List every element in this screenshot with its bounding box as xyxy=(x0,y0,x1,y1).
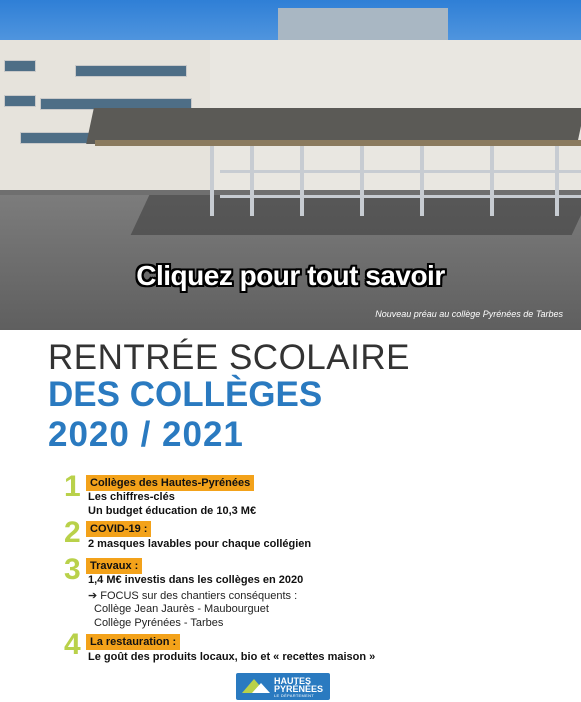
canopy-post xyxy=(300,146,304,216)
title-line-3: 2020 / 2021 xyxy=(48,415,244,454)
title-line-1: RENTRÉE SCOLAIRE xyxy=(48,338,410,377)
railing xyxy=(220,170,581,173)
canopy-post xyxy=(210,146,214,216)
item-sub: Collège Jean Jaurès - Maubourguet xyxy=(94,603,269,615)
mountain-icon xyxy=(252,683,270,693)
railing xyxy=(220,195,581,198)
canopy-post xyxy=(490,146,494,216)
logo-line-1: HAUTES xyxy=(274,676,312,686)
item-line: 1,4 M€ investis dans les collèges en 2020 xyxy=(88,574,304,586)
canopy-post xyxy=(360,146,364,216)
shadow xyxy=(131,195,581,235)
item-sub: ➔ FOCUS sur des chantiers conséquents : xyxy=(88,590,298,602)
item-line: Les chiffres-clés xyxy=(88,491,175,503)
canopy-post xyxy=(555,146,559,216)
item-number: 3 xyxy=(64,553,81,586)
item-number: 2 xyxy=(64,516,81,549)
item-heading: Travaux : xyxy=(86,558,142,574)
logo-line-2: PYRÉNÉES xyxy=(274,684,324,694)
item-heading: Collèges des Hautes-Pyrénées xyxy=(86,475,254,491)
canopy-roof xyxy=(86,108,581,144)
photo-caption: Nouveau préau au collège Pyrénées de Tarbes xyxy=(375,309,563,319)
hero-photo[interactable] xyxy=(0,0,581,330)
canopy-post xyxy=(420,146,424,216)
item-sub: Collège Pyrénées - Tarbes xyxy=(94,617,224,629)
department-logo[interactable] xyxy=(236,673,330,700)
item-line: Le goût des produits locaux, bio et « recettes maison » xyxy=(88,651,376,663)
logo-line-3: LE DÉPARTEMENT xyxy=(274,693,315,698)
item-number: 4 xyxy=(64,628,81,661)
canopy-post xyxy=(250,146,254,216)
item-line: Un budget éducation de 10,3 M€ xyxy=(88,505,257,517)
item-line: 2 masques lavables pour chaque collégien xyxy=(88,538,312,550)
item-heading: COVID-19 : xyxy=(86,521,151,537)
canopy-edge xyxy=(95,140,581,146)
title-line-2: DES COLLÈGES xyxy=(48,375,323,414)
cta-text[interactable]: Cliquez pour tout savoir xyxy=(136,260,445,291)
item-number: 1 xyxy=(64,470,81,503)
item-heading: La restauration : xyxy=(86,634,180,650)
